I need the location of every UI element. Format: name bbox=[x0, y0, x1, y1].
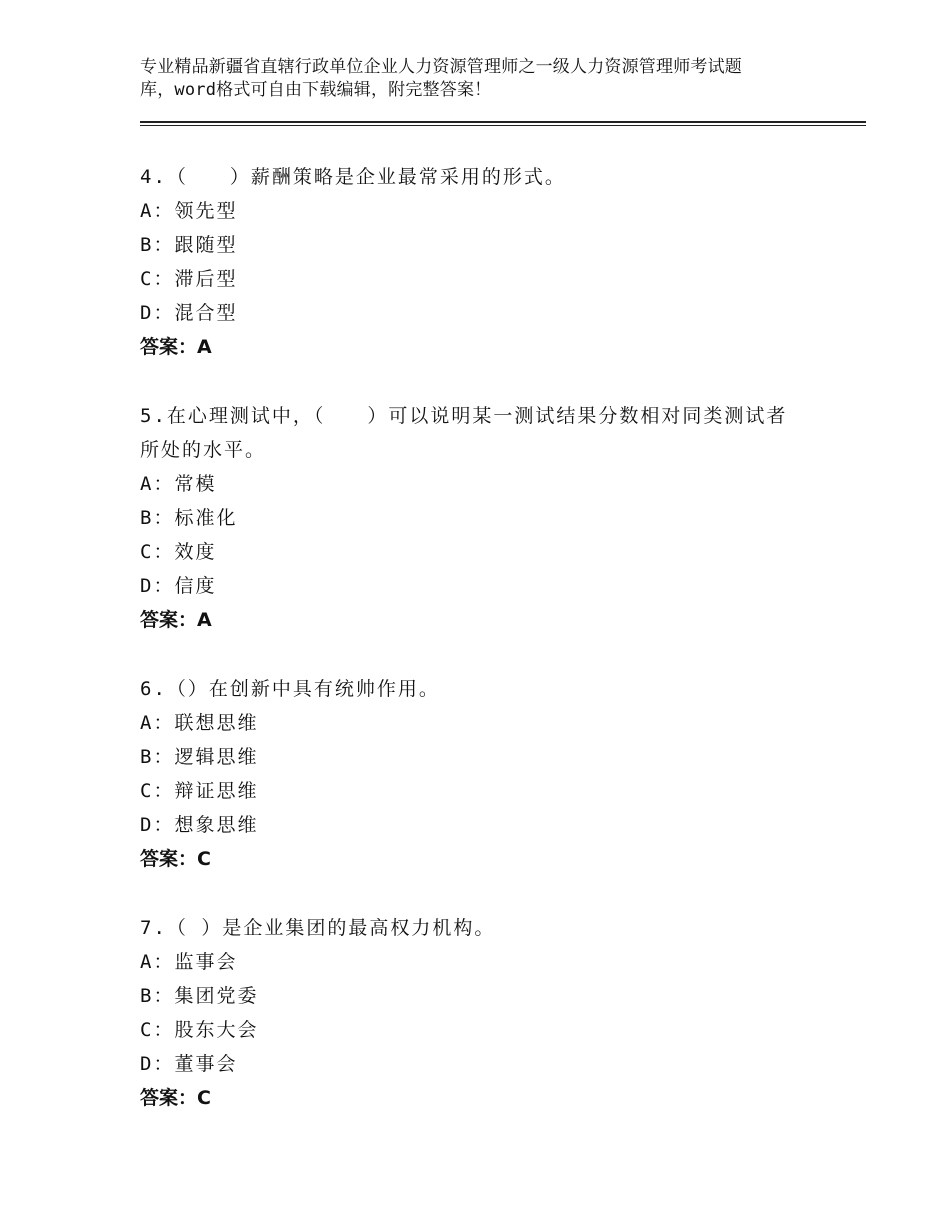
question-7 bbox=[140, 911, 830, 1115]
option-b: B：逻辑思维 bbox=[140, 746, 259, 768]
document-header bbox=[140, 56, 830, 102]
option-d: D：信度 bbox=[140, 575, 217, 597]
option-a: A：领先型 bbox=[140, 200, 238, 222]
question-4 bbox=[140, 160, 830, 364]
option-c: C：辩证思维 bbox=[140, 780, 259, 802]
header-line-1: 专业精品新疆省直辖行政单位企业人力资源管理师之一级人力资源管理师考试题 bbox=[140, 57, 742, 77]
option-a: A：常模 bbox=[140, 473, 217, 495]
answer: 答案：A bbox=[140, 336, 212, 358]
option-a: A：联想思维 bbox=[140, 712, 259, 734]
question-5 bbox=[140, 399, 830, 637]
option-d: D：董事会 bbox=[140, 1053, 238, 1075]
header-line-2: 库，word格式可自由下载编辑，附完整答案！ bbox=[140, 80, 492, 100]
option-d: D：想象思维 bbox=[140, 814, 259, 836]
answer: 答案：C bbox=[140, 1087, 211, 1109]
option-c: C：股东大会 bbox=[140, 1019, 259, 1041]
header-rule-thick bbox=[140, 121, 866, 123]
option-b: B：标准化 bbox=[140, 507, 238, 529]
question-stem: 5.在心理测试中，（ ）可以说明某一测试结果分数相对同类测试者 bbox=[140, 405, 788, 427]
header-rule-thin bbox=[140, 125, 866, 126]
answer: 答案：C bbox=[140, 848, 211, 870]
answer: 答案：A bbox=[140, 609, 212, 631]
question-6 bbox=[140, 672, 830, 876]
question-stem: 7.（ ）是企业集团的最高权力机构。 bbox=[140, 917, 496, 939]
question-stem-continued: 所处的水平。 bbox=[140, 439, 267, 461]
option-c: C：效度 bbox=[140, 541, 217, 563]
option-c: C：滞后型 bbox=[140, 268, 238, 290]
option-b: B：跟随型 bbox=[140, 234, 238, 256]
option-b: B：集团党委 bbox=[140, 985, 259, 1007]
option-d: D：混合型 bbox=[140, 302, 238, 324]
question-stem: 4.（ ）薪酬策略是企业最常采用的形式。 bbox=[140, 166, 566, 188]
option-a: A：监事会 bbox=[140, 951, 238, 973]
question-stem: 6.（）在创新中具有统帅作用。 bbox=[140, 678, 440, 700]
